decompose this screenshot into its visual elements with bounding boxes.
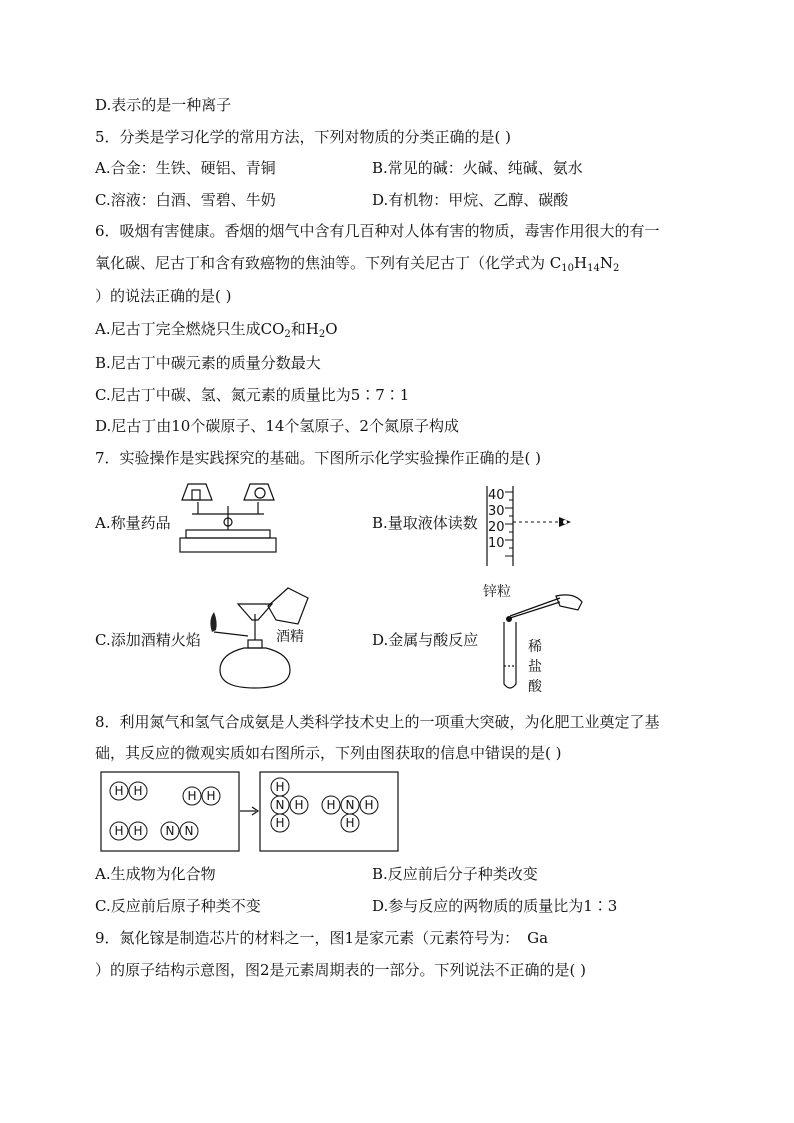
q4-option-d: D.表示的是一种离子 [95, 96, 232, 114]
q9-stem-line2: ）的原子结构示意图，图2是元素周期表的一部分。下列说法不正确的是( ) [95, 961, 587, 979]
hydrogen-atom-label: H [206, 789, 216, 803]
q6-option-a: A.尼古丁完全燃烧只生成$CO_2$和$H_2O$ [95, 320, 338, 340]
hydrogen-atom-label: H [294, 798, 304, 812]
reaction-diagram [100, 771, 400, 853]
q8-option-c: C.反应前后原子种类不变 [95, 897, 261, 915]
nitrogen-atom-label: N [165, 824, 175, 838]
cylinder-scale: 40 30 20 10 [488, 488, 505, 551]
q8-option-a: A.生成物为化合物 [95, 865, 216, 883]
alcohol-label: 酒精 [276, 629, 304, 645]
hydrogen-atom-label: H [326, 798, 336, 812]
gallium-symbol: Ga [527, 929, 549, 947]
nicotine-formula: $C_{10}H_{14}N_2$ [549, 254, 620, 274]
q8-option-b: B.反应前后分子种类改变 [372, 865, 538, 883]
q8-stem-line2: 础，其反应的微观实质如右图所示，下列由图获取的信息中错误的是( ) [95, 744, 562, 762]
hydrogen-atom-label: H [345, 816, 355, 830]
q6-stem-line2: 氧化碳、尼古丁和含有致癌物的焦油等。下列有关尼古丁（化学式为 $C_{10}H_{14}N_2$ [95, 254, 620, 274]
hydrogen-atom-label: H [114, 784, 124, 798]
q7-stem: 7．实验操作是实践探究的基础。下图所示化学实验操作正确的是( ) [95, 449, 542, 467]
q5-option-b: B.常见的碱：火碱、纯碱、氨水 [372, 159, 583, 177]
zinc-label: 锌粒 [483, 584, 511, 600]
flame-icon [210, 612, 216, 632]
q6-option-b: B.尼古丁中碳元素的质量分数最大 [95, 354, 321, 372]
q8-option-d: D.参与反应的两物质的质量比为1∶3 [372, 897, 618, 915]
q7-option-c: C.添加酒精火焰 [95, 631, 201, 649]
q5-option-d: D.有机物：甲烷、乙醇、碳酸 [372, 191, 569, 209]
q6-stem-line3: ）的说法正确的是( ) [95, 287, 232, 305]
nitrogen-atom-label: N [275, 798, 285, 812]
q5-option-c: C.溶液：白酒、雪碧、牛奶 [95, 191, 276, 209]
hydrogen-atom-label: H [114, 824, 124, 838]
hydrogen-atom-label: H [364, 798, 374, 812]
hydrogen-atom-label: H [275, 816, 285, 830]
nitrogen-atom-label: N [184, 824, 194, 838]
q8-stem-line1: 8．利用氮气和氢气合成氨是人类科学技术史上的一项重大突破，为化肥工业奠定了基 [95, 713, 660, 731]
hydrogen-atom-label: H [187, 789, 197, 803]
hydrogen-atom-label: H [133, 784, 143, 798]
hydrogen-atom-label: H [275, 780, 285, 794]
q6-stem-line1: 6．吸烟有害健康。香烟的烟气中含有几百种对人体有害的物质，毒害作用很大的有一 [95, 222, 660, 240]
q6-option-d: D.尼古丁由10个碳原子、14个氢原子、2个氮原子构成 [95, 417, 459, 435]
q7-option-b: B.量取液体读数 [372, 514, 478, 532]
hydrogen-atom-label: H [133, 824, 143, 838]
q5-stem: 5．分类是学习化学的常用方法，下列对物质的分类正确的是( ) [95, 128, 512, 146]
eye-icon [559, 517, 571, 527]
q9-stem-line1: 9．氮化镓是制造芯片的材料之一，图1是家元素（元素符号为： Ga [95, 929, 549, 947]
acid-label: 稀 盐 酸 [528, 639, 542, 695]
zinc-granule-icon [506, 616, 512, 622]
q7-option-a: A.称量药品 [95, 514, 171, 532]
q7-option-d: D.金属与酸反应 [372, 631, 479, 649]
nitrogen-atom-label: N [345, 798, 355, 812]
balance-figure [176, 478, 280, 560]
q6-option-c: C.尼古丁中碳、氢、氮元素的质量比为5∶7∶1 [95, 386, 410, 404]
q5-option-a: A.合金：生铁、硬铝、青铜 [95, 159, 276, 177]
